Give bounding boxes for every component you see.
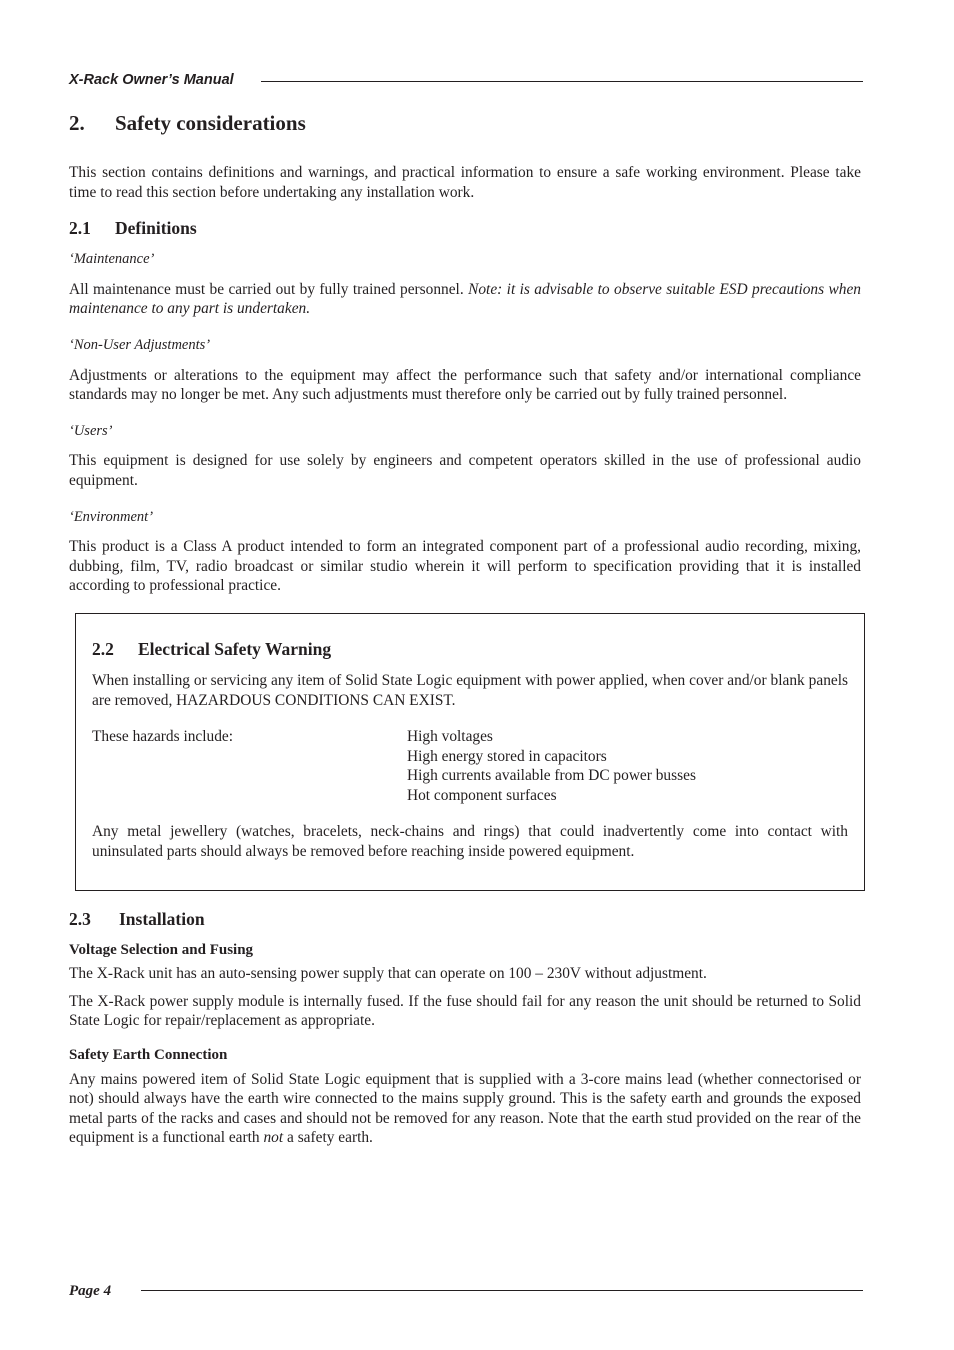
- hazards-list: [407, 727, 696, 805]
- users-term: ‘Users’: [69, 422, 113, 439]
- hazard-item: High voltages: [407, 728, 493, 746]
- hazard-item: Hot component surfaces: [407, 786, 557, 804]
- header-rule: [261, 81, 863, 82]
- page-footer: [69, 1282, 863, 1302]
- section-number: 2.: [69, 111, 85, 135]
- installation-number: 2.3: [69, 908, 91, 929]
- installation-heading: [69, 908, 861, 930]
- voltage-paragraph: The X-Rack unit has an auto-sensing power supply that can operate on 100 – 230V without adjustment.: [69, 965, 707, 983]
- earth-paragraph: [69, 1070, 861, 1148]
- footer-rule: [141, 1290, 863, 1291]
- electrical-warning-box: [75, 613, 865, 891]
- electrical-title: Electrical Safety Warning: [138, 638, 332, 659]
- earth-end: a safety earth.: [287, 1129, 373, 1147]
- manual-title: X-Rack Owner’s Manual: [69, 72, 234, 88]
- hazard-item: High energy stored in capacitors: [407, 747, 607, 765]
- nonuser-paragraph: Adjustments or alterations to the equipment may affect the performance such that safety and/or international compliance standards may no longer be met. Any such adjustments must therefore only be carried out by fully trained personnel.: [69, 366, 861, 404]
- hazards-block: [92, 727, 848, 805]
- earth-emphasis: not: [263, 1129, 284, 1147]
- installation-title: Installation: [119, 908, 205, 929]
- nonuser-term: ‘Non-User Adjustments’: [69, 336, 211, 353]
- electrical-heading: [92, 638, 848, 660]
- page-header: [69, 71, 863, 91]
- maintenance-term: ‘Maintenance’: [69, 251, 155, 268]
- environment-term: ‘Environment’: [69, 508, 154, 525]
- earth-subheading: Safety Earth Connection: [69, 1047, 228, 1064]
- environment-paragraph: This product is a Class A product intended to form an integrated component part of a professional audio recording, mixing, dubbing, film, TV, radio broadcast or similar studio wherein it will perform to specification providing that it is installed according to professional practice.: [69, 538, 861, 595]
- hazard-item: High currents available from DC power busses: [407, 767, 696, 785]
- definitions-number: 2.1: [69, 218, 91, 239]
- definitions-heading: [69, 217, 861, 239]
- electrical-warning-text: When installing or servicing any item of Solid State Logic equipment with power applied, when cover and/or blank panels are removed, HAZARDOUS CONDITIONS CAN EXIST.: [92, 671, 848, 709]
- fuse-paragraph: The X-Rack power supply module is internally fused. If the fuse should fail for any reason the unit should be returned to Solid State Logic for repair/replacement as appropriate.: [69, 992, 861, 1030]
- hazards-label: These hazards include:: [92, 728, 234, 746]
- earth-text: Any mains powered item of Solid State Logic equipment that is supplied with a 3-core mains lead (whether connectorised or not) should always have the earth wire connected to the mains supply ground. This is the safety earth and grounds the exposed metal parts of the racks and cases and should not be removed for any reason. Note that the earth stud provided on the rear of the equipment is a functional earth: [69, 1070, 861, 1147]
- definitions-title: Definitions: [115, 218, 197, 239]
- page-number: Page 4: [69, 1283, 112, 1299]
- users-paragraph: This equipment is designed for use solely by engineers and competent operators skilled in the use of professional audio equipment.: [69, 452, 861, 489]
- page-content: [69, 110, 861, 1165]
- section-title: Safety considerations: [115, 111, 306, 135]
- maintenance-text: All maintenance must be carried out by fully trained personnel.: [69, 280, 464, 298]
- voltage-subheading: Voltage Selection and Fusing: [69, 941, 254, 958]
- maintenance-note: Note: it is advisable to observe suitable ESD precautions when maintenance to any part is undertaken.: [69, 280, 861, 318]
- section-heading: [69, 110, 861, 136]
- jewellery-warning: Any metal jewellery (watches, bracelets, neck-chains and rings) that could inadvertently come into contact with uninsulated parts should always be removed before reaching inside powered equipment.: [92, 823, 848, 861]
- maintenance-paragraph: [69, 280, 861, 319]
- intro-paragraph: This section contains definitions and warnings, and practical information to ensure a safe working environment. Please take time to read this section before undertaking any installation work.: [69, 164, 861, 201]
- electrical-number: 2.2: [92, 638, 114, 659]
